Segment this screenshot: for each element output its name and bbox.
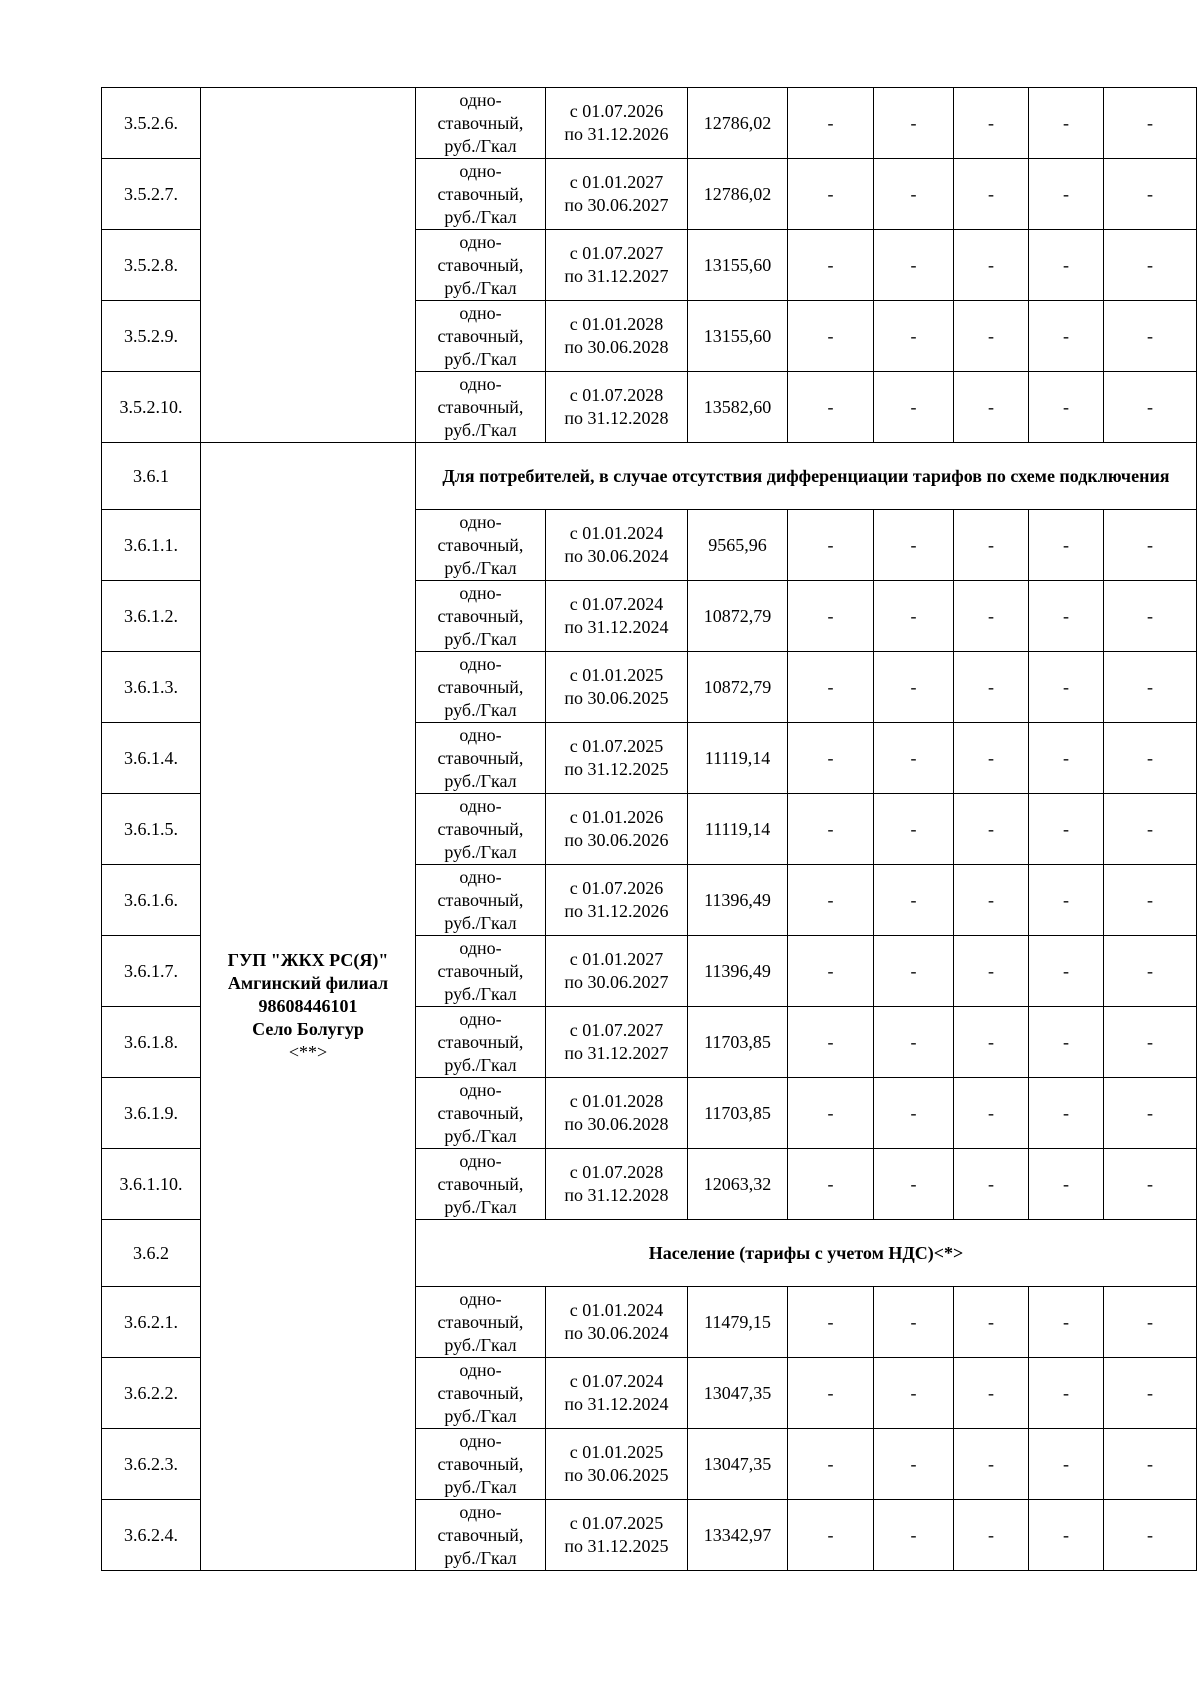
tariff-type-line: руб./Гкал <box>444 1125 517 1146</box>
tariff-value: 11703,85 <box>688 1078 788 1149</box>
dash-cell: - <box>1029 88 1104 159</box>
dash-cell: - <box>788 581 874 652</box>
tariff-type-line: одно- <box>459 1430 502 1451</box>
period <box>546 652 688 723</box>
period-from: с 01.01.2027 <box>569 949 664 969</box>
period-to: по 31.12.2026 <box>564 124 669 144</box>
tariff-value: 12063,32 <box>688 1149 788 1220</box>
dash-cell: - <box>1029 1078 1104 1149</box>
tariff-type-line: одно- <box>459 511 502 532</box>
tariff-type-line: ставочный, <box>437 325 524 346</box>
dash-cell: - <box>1104 372 1197 443</box>
row-number: 3.5.2.8. <box>102 230 201 301</box>
tariff-type-line: ставочный, <box>437 1311 524 1332</box>
row-number: 3.5.2.6. <box>102 88 201 159</box>
period-to: по 31.12.2027 <box>564 1043 669 1063</box>
period <box>546 88 688 159</box>
dash-cell: - <box>954 301 1029 372</box>
period-to: по 31.12.2026 <box>564 901 669 921</box>
dash-cell: - <box>788 1287 874 1358</box>
tariff-type-line: руб./Гкал <box>444 1547 517 1568</box>
dash-cell: - <box>954 1358 1029 1429</box>
organization-cell-blank <box>201 88 416 443</box>
row-number: 3.6.1.8. <box>102 1007 201 1078</box>
period <box>546 230 688 301</box>
row-number: 3.6.2.4. <box>102 1500 201 1571</box>
dash-cell: - <box>1104 510 1197 581</box>
tariff-value: 12786,02 <box>688 88 788 159</box>
tariff-type <box>416 1007 546 1078</box>
dash-cell: - <box>788 1078 874 1149</box>
dash-cell: - <box>954 1078 1029 1149</box>
section-title: Население (тарифы с учетом НДС)<*> <box>416 1220 1197 1287</box>
period <box>546 301 688 372</box>
dash-cell: - <box>1029 301 1104 372</box>
tariff-type-line: одно- <box>459 937 502 958</box>
dash-cell: - <box>874 1078 954 1149</box>
tariff-type-line: руб./Гкал <box>444 983 517 1004</box>
tariff-type <box>416 372 546 443</box>
tariff-value: 11479,15 <box>688 1287 788 1358</box>
tariff-type-line: одно- <box>459 653 502 674</box>
tariff-type <box>416 794 546 865</box>
dash-cell: - <box>954 372 1029 443</box>
period <box>546 723 688 794</box>
period-from: с 01.01.2025 <box>569 1442 664 1462</box>
tariff-type-line: руб./Гкал <box>444 277 517 298</box>
period-from: с 01.01.2024 <box>569 1300 664 1320</box>
tariff-value: 10872,79 <box>688 652 788 723</box>
tariff-value: 10872,79 <box>688 581 788 652</box>
dash-cell: - <box>1029 723 1104 794</box>
dash-cell: - <box>1104 1358 1197 1429</box>
row-number: 3.6.1.4. <box>102 723 201 794</box>
dash-cell: - <box>954 581 1029 652</box>
tariff-type-line: руб./Гкал <box>444 1334 517 1355</box>
tariff-type-line: одно- <box>459 1288 502 1309</box>
organization-locality: Село Болугур <box>252 1019 364 1039</box>
period <box>546 1078 688 1149</box>
tariff-type-line: одно- <box>459 866 502 887</box>
tariff-type-line: одно- <box>459 1150 502 1171</box>
dash-cell: - <box>1104 1149 1197 1220</box>
dash-cell: - <box>1104 1007 1197 1078</box>
organization-code: 98608446101 <box>258 996 358 1016</box>
tariff-type <box>416 1078 546 1149</box>
dash-cell: - <box>1104 1500 1197 1571</box>
dash-cell: - <box>874 1007 954 1078</box>
tariff-type-line: одно- <box>459 1359 502 1380</box>
tariff-value: 9565,96 <box>688 510 788 581</box>
tariff-type <box>416 723 546 794</box>
tariff-type-line: одно- <box>459 231 502 252</box>
dash-cell: - <box>788 230 874 301</box>
dash-cell: - <box>788 936 874 1007</box>
tariff-type <box>416 581 546 652</box>
period-to: по 31.12.2028 <box>564 408 669 428</box>
period-to: по 31.12.2028 <box>564 1185 669 1205</box>
tariff-type <box>416 652 546 723</box>
tariff-type <box>416 1358 546 1429</box>
tariff-type-line: руб./Гкал <box>444 628 517 649</box>
period <box>546 1149 688 1220</box>
dash-cell: - <box>874 1358 954 1429</box>
tariff-type <box>416 865 546 936</box>
dash-cell: - <box>1029 159 1104 230</box>
tariff-type-line: руб./Гкал <box>444 557 517 578</box>
dash-cell: - <box>788 510 874 581</box>
period-from: с 01.07.2026 <box>569 878 664 898</box>
dash-cell: - <box>788 159 874 230</box>
tariff-value: 13047,35 <box>688 1358 788 1429</box>
organization-cell <box>201 443 416 1571</box>
dash-cell: - <box>1104 230 1197 301</box>
dash-cell: - <box>788 372 874 443</box>
tariff-type-line: ставочный, <box>437 605 524 626</box>
tariff-type-line: ставочный, <box>437 254 524 275</box>
dash-cell: - <box>1104 1078 1197 1149</box>
tariff-value: 11119,14 <box>688 794 788 865</box>
tariff-value: 11119,14 <box>688 723 788 794</box>
tariff-table <box>101 87 1197 1571</box>
row-number: 3.6.2.2. <box>102 1358 201 1429</box>
period-from: с 01.01.2026 <box>569 807 664 827</box>
period-to: по 31.12.2024 <box>564 617 669 637</box>
dash-cell: - <box>954 1287 1029 1358</box>
dash-cell: - <box>954 1429 1029 1500</box>
dash-cell: - <box>1029 581 1104 652</box>
period-from: с 01.07.2028 <box>569 385 664 405</box>
tariff-value: 13047,35 <box>688 1429 788 1500</box>
dash-cell: - <box>954 794 1029 865</box>
tariff-type-line: руб./Гкал <box>444 699 517 720</box>
dash-cell: - <box>874 88 954 159</box>
period <box>546 1429 688 1500</box>
dash-cell: - <box>874 652 954 723</box>
tariff-type-line: ставочный, <box>437 1524 524 1545</box>
period <box>546 865 688 936</box>
dash-cell: - <box>1029 1429 1104 1500</box>
organization-branch: Амгинский филиал <box>227 973 389 993</box>
dash-cell: - <box>1104 1429 1197 1500</box>
tariff-type-line: руб./Гкал <box>444 1196 517 1217</box>
period-to: по 30.06.2024 <box>564 1323 669 1343</box>
tariff-value: 13155,60 <box>688 301 788 372</box>
period-to: по 30.06.2027 <box>564 195 669 215</box>
row-number: 3.6.1.6. <box>102 865 201 936</box>
dash-cell: - <box>1104 865 1197 936</box>
tariff-type-line: ставочный, <box>437 818 524 839</box>
dash-cell: - <box>788 865 874 936</box>
tariff-type-line: ставочный, <box>437 960 524 981</box>
tariff-type <box>416 159 546 230</box>
dash-cell: - <box>874 1149 954 1220</box>
period-to: по 31.12.2024 <box>564 1394 669 1414</box>
period-to: по 30.06.2025 <box>564 1465 669 1485</box>
organization-note: <**> <box>288 1042 328 1062</box>
period-from: с 01.07.2027 <box>569 1020 664 1040</box>
dash-cell: - <box>1029 1007 1104 1078</box>
dash-cell: - <box>1104 652 1197 723</box>
tariff-type-line: ставочный, <box>437 676 524 697</box>
period <box>546 1358 688 1429</box>
dash-cell: - <box>788 1500 874 1571</box>
section-header-row <box>102 443 1197 510</box>
dash-cell: - <box>1104 936 1197 1007</box>
row-number: 3.6.2.1. <box>102 1287 201 1358</box>
dash-cell: - <box>788 723 874 794</box>
tariff-type-line: руб./Гкал <box>444 1476 517 1497</box>
tariff-type-line: ставочный, <box>437 112 524 133</box>
tariff-value: 11396,49 <box>688 936 788 1007</box>
tariff-type-line: руб./Гкал <box>444 1054 517 1075</box>
tariff-type-line: руб./Гкал <box>444 206 517 227</box>
period <box>546 510 688 581</box>
row-number: 3.6.1.5. <box>102 794 201 865</box>
tariff-type <box>416 510 546 581</box>
period <box>546 794 688 865</box>
row-number: 3.6.1.9. <box>102 1078 201 1149</box>
tariff-value: 11396,49 <box>688 865 788 936</box>
tariff-type-line: одно- <box>459 1008 502 1029</box>
tariff-type-line: руб./Гкал <box>444 1405 517 1426</box>
tariff-type-line: ставочный, <box>437 1382 524 1403</box>
dash-cell: - <box>1104 159 1197 230</box>
period <box>546 159 688 230</box>
dash-cell: - <box>1029 794 1104 865</box>
tariff-type-line: ставочный, <box>437 1102 524 1123</box>
dash-cell: - <box>1029 1149 1104 1220</box>
row-number: 3.6.1.1. <box>102 510 201 581</box>
dash-cell: - <box>954 865 1029 936</box>
row-number: 3.6.1.10. <box>102 1149 201 1220</box>
period-to: по 31.12.2025 <box>564 1536 669 1556</box>
dash-cell: - <box>954 652 1029 723</box>
row-number: 3.5.2.7. <box>102 159 201 230</box>
period-from: с 01.01.2025 <box>569 665 664 685</box>
dash-cell: - <box>874 1287 954 1358</box>
dash-cell: - <box>1029 510 1104 581</box>
period-from: с 01.07.2027 <box>569 243 664 263</box>
tariff-type-line: одно- <box>459 89 502 110</box>
tariff-value: 13342,97 <box>688 1500 788 1571</box>
tariff-value: 13155,60 <box>688 230 788 301</box>
dash-cell: - <box>788 652 874 723</box>
tariff-type-line: ставочный, <box>437 1453 524 1474</box>
dash-cell: - <box>1104 581 1197 652</box>
dash-cell: - <box>1029 652 1104 723</box>
dash-cell: - <box>954 1007 1029 1078</box>
period-to: по 30.06.2028 <box>564 337 669 357</box>
dash-cell: - <box>788 1358 874 1429</box>
tariff-value: 11703,85 <box>688 1007 788 1078</box>
tariff-type-line: одно- <box>459 724 502 745</box>
dash-cell: - <box>874 510 954 581</box>
dash-cell: - <box>874 581 954 652</box>
dash-cell: - <box>1029 230 1104 301</box>
period-from: с 01.07.2026 <box>569 101 664 121</box>
dash-cell: - <box>874 723 954 794</box>
period-from: с 01.01.2027 <box>569 172 664 192</box>
period-from: с 01.07.2024 <box>569 594 664 614</box>
tariff-type-line: одно- <box>459 795 502 816</box>
dash-cell: - <box>1104 88 1197 159</box>
period <box>546 1007 688 1078</box>
dash-cell: - <box>954 230 1029 301</box>
tariff-type-line: ставочный, <box>437 889 524 910</box>
dash-cell: - <box>788 301 874 372</box>
period-from: с 01.07.2028 <box>569 1162 664 1182</box>
dash-cell: - <box>954 88 1029 159</box>
row-number: 3.5.2.10. <box>102 372 201 443</box>
tariff-type <box>416 1287 546 1358</box>
dash-cell: - <box>1029 1500 1104 1571</box>
row-number: 3.6.1.2. <box>102 581 201 652</box>
dash-cell: - <box>788 1149 874 1220</box>
row-number: 3.6.2.3. <box>102 1429 201 1500</box>
row-number: 3.6.1.7. <box>102 936 201 1007</box>
period <box>546 372 688 443</box>
tariff-type <box>416 1500 546 1571</box>
tariff-type-line: руб./Гкал <box>444 912 517 933</box>
dash-cell: - <box>874 372 954 443</box>
dash-cell: - <box>954 723 1029 794</box>
tariff-type-line: одно- <box>459 1079 502 1100</box>
tariff-type-line: одно- <box>459 582 502 603</box>
dash-cell: - <box>788 1429 874 1500</box>
dash-cell: - <box>874 865 954 936</box>
dash-cell: - <box>788 88 874 159</box>
dash-cell: - <box>954 936 1029 1007</box>
tariff-type <box>416 88 546 159</box>
period-to: по 30.06.2024 <box>564 546 669 566</box>
period <box>546 936 688 1007</box>
period <box>546 581 688 652</box>
dash-cell: - <box>874 230 954 301</box>
period-to: по 30.06.2025 <box>564 688 669 708</box>
table-row <box>102 88 1197 159</box>
tariff-type-line: одно- <box>459 1501 502 1522</box>
section-number: 3.6.2 <box>102 1220 201 1287</box>
period-to: по 30.06.2027 <box>564 972 669 992</box>
tariff-value: 12786,02 <box>688 159 788 230</box>
period <box>546 1287 688 1358</box>
tariff-type-line: ставочный, <box>437 747 524 768</box>
dash-cell: - <box>1029 1287 1104 1358</box>
dash-cell: - <box>788 794 874 865</box>
tariff-type-line: одно- <box>459 160 502 181</box>
dash-cell: - <box>1029 1358 1104 1429</box>
dash-cell: - <box>954 1500 1029 1571</box>
section-title: Для потребителей, в случае отсутствия дифференциации тарифов по схеме подключения <box>416 443 1197 510</box>
tariff-type-line: ставочный, <box>437 1173 524 1194</box>
tariff-type <box>416 1429 546 1500</box>
dash-cell: - <box>874 794 954 865</box>
tariff-type-line: одно- <box>459 302 502 323</box>
tariff-type-line: ставочный, <box>437 1031 524 1052</box>
dash-cell: - <box>1104 794 1197 865</box>
dash-cell: - <box>1029 865 1104 936</box>
tariff-type-line: руб./Гкал <box>444 135 517 156</box>
period <box>546 1500 688 1571</box>
dash-cell: - <box>874 159 954 230</box>
dash-cell: - <box>1104 301 1197 372</box>
tariff-type-line: руб./Гкал <box>444 770 517 791</box>
period-to: по 30.06.2028 <box>564 1114 669 1134</box>
dash-cell: - <box>954 159 1029 230</box>
tariff-type-line: одно- <box>459 373 502 394</box>
dash-cell: - <box>874 1429 954 1500</box>
tariff-type-line: ставочный, <box>437 534 524 555</box>
tariff-value: 13582,60 <box>688 372 788 443</box>
dash-cell: - <box>1029 936 1104 1007</box>
row-number: 3.5.2.9. <box>102 301 201 372</box>
section-number: 3.6.1 <box>102 443 201 510</box>
tariff-type <box>416 1149 546 1220</box>
dash-cell: - <box>874 301 954 372</box>
tariff-type <box>416 301 546 372</box>
dash-cell: - <box>874 936 954 1007</box>
tariff-table-body <box>102 88 1197 1571</box>
dash-cell: - <box>954 510 1029 581</box>
tariff-type <box>416 936 546 1007</box>
period-to: по 30.06.2026 <box>564 830 669 850</box>
tariff-type-line: ставочный, <box>437 183 524 204</box>
dash-cell: - <box>1104 1287 1197 1358</box>
dash-cell: - <box>1104 723 1197 794</box>
period-from: с 01.07.2024 <box>569 1371 664 1391</box>
dash-cell: - <box>788 1007 874 1078</box>
period-from: с 01.01.2028 <box>569 314 664 334</box>
tariff-type-line: ставочный, <box>437 396 524 417</box>
period-from: с 01.01.2024 <box>569 523 664 543</box>
dash-cell: - <box>1029 372 1104 443</box>
period-to: по 31.12.2027 <box>564 266 669 286</box>
row-number: 3.6.1.3. <box>102 652 201 723</box>
tariff-type <box>416 230 546 301</box>
period-from: с 01.07.2025 <box>569 1513 664 1533</box>
period-from: с 01.07.2025 <box>569 736 664 756</box>
tariff-type-line: руб./Гкал <box>444 348 517 369</box>
tariff-type-line: руб./Гкал <box>444 419 517 440</box>
dash-cell: - <box>874 1500 954 1571</box>
period-from: с 01.01.2028 <box>569 1091 664 1111</box>
period-to: по 31.12.2025 <box>564 759 669 779</box>
organization-name: ГУП "ЖКХ РС(Я)" <box>227 950 389 970</box>
dash-cell: - <box>954 1149 1029 1220</box>
tariff-type-line: руб./Гкал <box>444 841 517 862</box>
